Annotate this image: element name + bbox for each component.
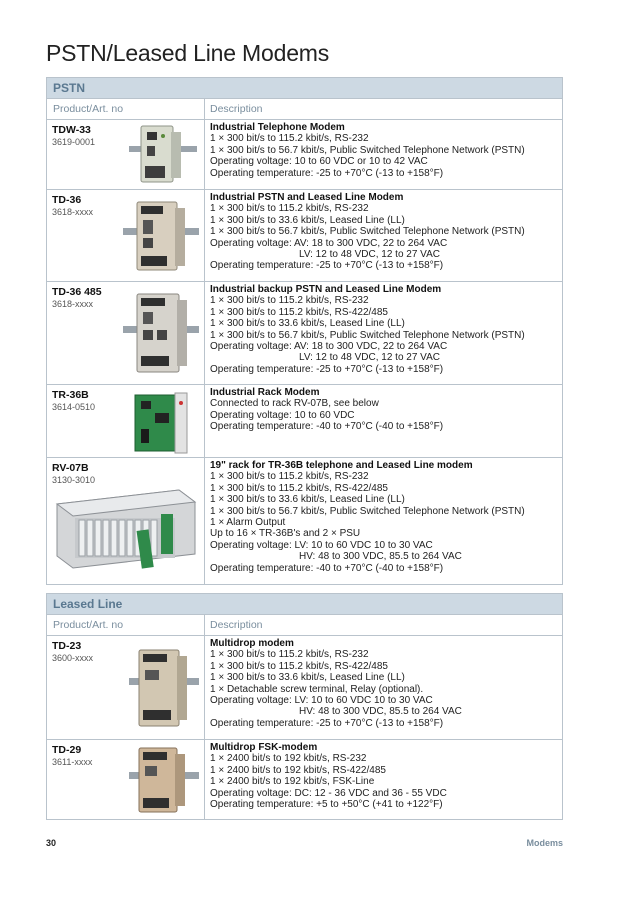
product-row (47, 119, 562, 189)
column-header-row (47, 614, 562, 635)
spec-line: Operating temperature: -40 to +70°C (-40 to +158°F) (210, 421, 444, 433)
product-title: Industrial Telephone Modem (210, 122, 345, 133)
spec-line: 1 × 2400 bit/s to 192 kbit/s, RS-422/485 (210, 764, 386, 776)
spec-line: Operating voltage: LV: 10 to 60 VDC 10 to 30 VAC (210, 695, 433, 707)
spec-line: 1 × 2400 bit/s to 192 kbit/s, FSK-Line (210, 776, 375, 788)
spec-line: 1 × 300 bit/s to 115.2 kbit/s, RS-232 (210, 471, 369, 483)
page-title: PSTN/Leased Line Modems (46, 40, 330, 66)
product-name: TD-36 485 (52, 286, 102, 298)
td36-modem-image (123, 198, 199, 274)
spec-line: Operating voltage: DC: 12 - 36 VDC and 36 - 55 VDC (210, 787, 447, 799)
article-number: 3611-xxxx (52, 757, 93, 767)
spec-line: HV: 48 to 300 VDC, 85.5 to 264 VAC (299, 551, 462, 563)
spec-line: Operating voltage: 10 to 60 VDC or 10 to 42 VAC (210, 156, 428, 168)
rv07b-rack-image (49, 484, 203, 574)
description-column-header: Description (210, 619, 263, 631)
page-number: 30 (46, 838, 57, 848)
spec-line: 1 × 300 bit/s to 115.2 kbit/s, RS-422/485 (210, 660, 388, 672)
spec-line: Operating temperature: -25 to +70°C (-13 to +158°F) (210, 260, 444, 272)
product-row (47, 384, 562, 457)
spec-line: 1 × 300 bit/s to 33.6 kbit/s, Leased Line (LL) (210, 214, 405, 226)
section-heading: Leased Line (47, 594, 562, 614)
spec-line: 1 × Alarm Output (210, 517, 286, 529)
td36-485-modem-image (123, 288, 199, 378)
spec-line: Operating voltage: AV: 18 to 300 VDC, 22 to 264 VAC (210, 341, 448, 353)
product-row (47, 739, 562, 819)
product-title: Industrial backup PSTN and Leased Line Modem (210, 284, 442, 295)
spec-line: 1 × 300 bit/s to 115.2 kbit/s, RS-232 (210, 649, 369, 661)
spec-line: Operating voltage: 10 to 60 VDC (210, 409, 355, 421)
article-number: 3619-0001 (52, 137, 96, 147)
tdw33-modem-image (127, 122, 199, 186)
product-name: RV-07B (52, 462, 89, 474)
leased-line-section (46, 593, 563, 820)
description-column-header: Description (210, 103, 263, 115)
spec-line: Operating temperature: -25 to +70°C (-13 to +158°F) (210, 167, 444, 179)
article-number: 3130-3010 (52, 475, 96, 485)
spec-line: Operating temperature: -25 to +70°C (-13 to +158°F) (210, 363, 444, 375)
spec-line: 1 × 300 bit/s to 115.2 kbit/s, RS-422/485 (210, 482, 388, 494)
article-number: 3618-xxxx (52, 207, 94, 217)
td23-modem-image (129, 644, 199, 732)
product-name: TD-23 (52, 640, 82, 652)
td29-modem-image (129, 744, 199, 816)
spec-line: 1 × 300 bit/s to 115.2 kbit/s, RS-422/485 (210, 306, 388, 318)
spec-line: Operating temperature: +5 to +50°C (+41 to +122°F) (210, 799, 443, 811)
product-name: TDW-33 (52, 124, 91, 136)
spec-line: Operating temperature: -25 to +70°C (-13 to +158°F) (210, 717, 444, 729)
article-number: 3600-xxxx (52, 653, 94, 663)
spec-line: Connected to rack RV-07B, see below (210, 398, 379, 410)
spec-line: 1 × 300 bit/s to 115.2 kbit/s, RS-232 (210, 203, 369, 215)
product-title: Industrial Rack Modem (210, 387, 320, 398)
footer-section-name: Modems (526, 838, 563, 848)
product-row (47, 189, 562, 281)
product-name: TD-29 (52, 744, 82, 756)
article-number: 3618-xxxx (52, 299, 94, 309)
spec-line: LV: 12 to 48 VDC, 12 to 27 VAC (299, 352, 441, 364)
product-name: TD-36 (52, 194, 82, 206)
spec-line: 1 × 300 bit/s to 56.7 kbit/s, Public Switched Telephone Network (PSTN) (210, 505, 525, 517)
spec-line: 1 × 300 bit/s to 33.6 kbit/s, Leased Line (LL) (210, 318, 405, 330)
spec-line: LV: 12 to 48 VDC, 12 to 27 VAC (299, 249, 441, 261)
spec-line: 1 × 300 bit/s to 56.7 kbit/s, Public Switched Telephone Network (PSTN) (210, 144, 525, 156)
spec-line: Operating voltage: LV: 10 to 60 VDC 10 to 30 VAC (210, 539, 433, 551)
spec-line: Operating temperature: -40 to +70°C (-40 to +158°F) (210, 562, 444, 574)
product-row (47, 635, 562, 739)
product-title: Multidrop FSK-modem (210, 742, 318, 753)
spec-line: 1 × 300 bit/s to 33.6 kbit/s, Leased Line (LL) (210, 494, 405, 506)
spec-line: 1 × 300 bit/s to 56.7 kbit/s, Public Switched Telephone Network (PSTN) (210, 329, 525, 341)
spec-line: 1 × Detachable screw terminal, Relay (optional). (210, 683, 424, 695)
tr36b-rack-modem-image (129, 391, 195, 455)
spec-line: Up to 16 × TR-36B's and 2 × PSU (210, 528, 361, 540)
spec-line: 1 × 300 bit/s to 56.7 kbit/s, Public Switched Telephone Network (PSTN) (210, 226, 525, 238)
product-row (47, 281, 562, 384)
product-name: TR-36B (52, 389, 89, 401)
spec-line: 1 × 300 bit/s to 115.2 kbit/s, RS-232 (210, 295, 369, 307)
section-heading: PSTN (47, 78, 562, 98)
product-title: Industrial PSTN and Leased Line Modem (210, 192, 404, 203)
spec-line: HV: 48 to 300 VDC, 85.5 to 264 VAC (299, 706, 462, 718)
product-column-header: Product/Art. no (47, 615, 205, 635)
article-number: 3614-0510 (52, 402, 96, 412)
product-column-header: Product/Art. no (47, 99, 205, 119)
spec-line: 1 × 300 bit/s to 33.6 kbit/s, Leased Line (LL) (210, 672, 405, 684)
spec-line: 1 × 300 bit/s to 115.2 kbit/s, RS-232 (210, 133, 369, 145)
product-title: 19" rack for TR-36B telephone and Leased Line modem (210, 460, 473, 471)
spec-line: Operating voltage: AV: 18 to 300 VDC, 22 to 264 VAC (210, 237, 448, 249)
product-title: Multidrop modem (210, 638, 294, 649)
spec-line: 1 × 2400 bit/s to 192 kbit/s, RS-232 (210, 753, 367, 765)
pstn-section (46, 77, 563, 585)
product-row (47, 457, 562, 584)
column-header-row (47, 98, 562, 119)
